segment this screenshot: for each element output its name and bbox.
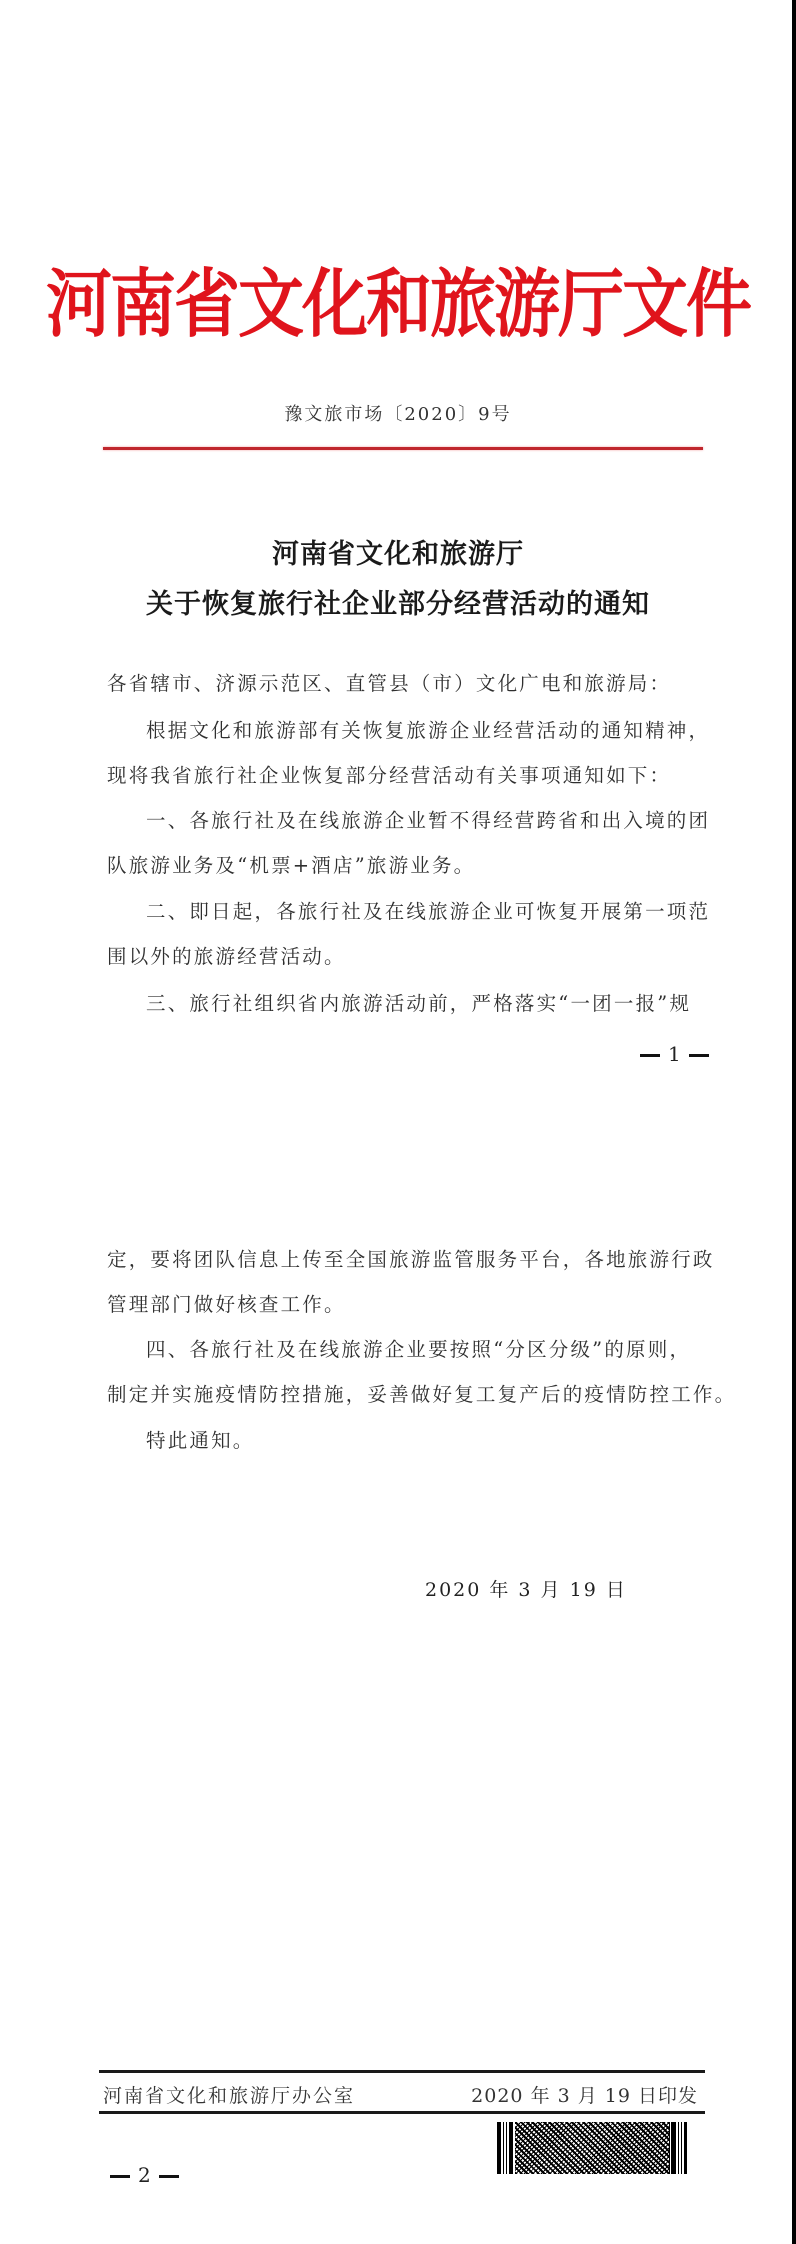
item-3: 三、旅行社组织省内旅游活动前，严格落实“一团一报”规 xyxy=(146,992,692,1015)
footer-issue-date: 2020 年 3 月 19 日印发 xyxy=(471,2085,698,2107)
red-divider xyxy=(103,447,703,450)
dash-icon xyxy=(640,1054,660,1057)
body-line: 定，要将团队信息上传至全国旅游监管服务平台，各地旅游行政 xyxy=(107,1248,715,1271)
dash-icon xyxy=(110,2175,130,2178)
body-line: 根据文化和旅游部有关恢复旅游企业经营活动的通知精神， xyxy=(146,719,711,742)
barcode-icon xyxy=(497,2122,687,2174)
item-1: 一、各旅行社及在线旅游企业暂不得经营跨省和出入境的团 xyxy=(146,809,711,832)
body-line: 队旅游业务及“机票+酒店”旅游业务。 xyxy=(107,854,476,877)
salutation: 各省辖市、济源示范区、直管县（市）文化广电和旅游局： xyxy=(107,672,672,695)
footer-rule-top xyxy=(99,2070,705,2073)
page-number-1: 1 xyxy=(632,1042,717,1066)
sign-date: 2020 年 3 月 19 日 xyxy=(425,1579,627,1601)
title-line-1: 河南省文化和旅游厅 xyxy=(272,539,524,570)
footer-rule-bottom xyxy=(99,2111,705,2114)
body-line: 现将我省旅行社企业恢复部分经营活动有关事项通知如下： xyxy=(107,764,672,787)
page-number-2: 2 xyxy=(102,2163,187,2187)
item-4: 四、各旅行社及在线旅游企业要按照“分区分级”的原则， xyxy=(146,1338,692,1361)
footer-issuer: 河南省文化和旅游厅办公室 xyxy=(103,2085,356,2107)
body-line: 管理部门做好核查工作。 xyxy=(107,1293,346,1316)
dash-icon xyxy=(689,1054,709,1057)
document-number: 豫文旅市场〔2020〕9号 xyxy=(284,404,512,425)
body-line: 围以外的旅游经营活动。 xyxy=(107,945,346,968)
closing: 特此通知。 xyxy=(146,1429,255,1452)
dash-icon xyxy=(159,2175,179,2178)
title-line-2: 关于恢复旅行社企业部分经营活动的通知 xyxy=(146,589,650,620)
document-masthead: 河南省文化和旅游厅文件 xyxy=(46,259,750,348)
item-2: 二、即日起，各旅行社及在线旅游企业可恢复开展第一项范 xyxy=(146,900,711,923)
body-line: 制定并实施疫情防控措施，妥善做好复工复产后的疫情防控工作。 xyxy=(107,1383,737,1406)
